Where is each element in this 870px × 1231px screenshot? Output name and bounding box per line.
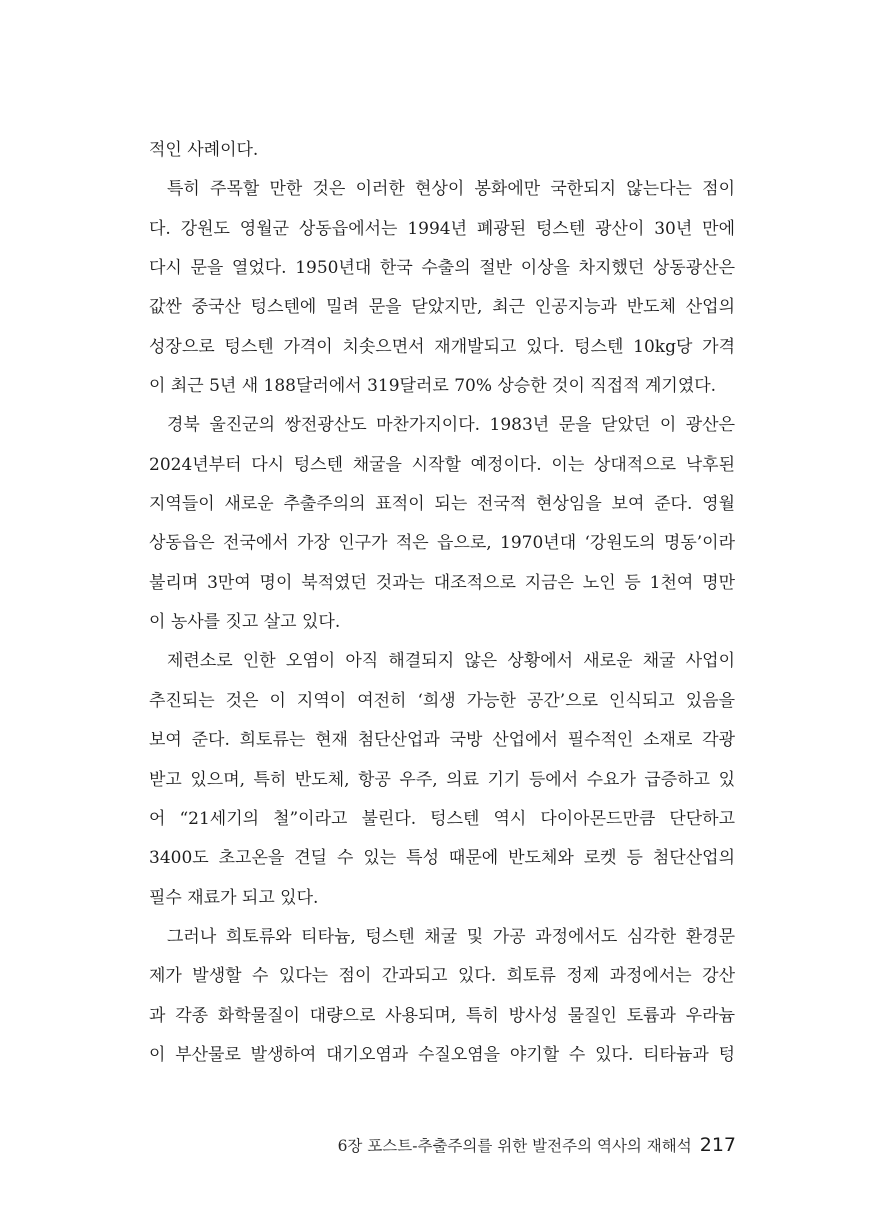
text-line: 2024년부터 다시 텅스텐 채굴을 시작할 예정이다. 이는 상대적으로 낙후된 bbox=[149, 454, 735, 475]
text-line: 다. 강원도 영월군 상동읍에서는 1994년 폐광된 텅스텐 광산이 30년 만에 bbox=[149, 218, 735, 239]
running-head: 6장 포스트-추출주의를 위한 발전주의 역사의 재해석 bbox=[337, 1137, 692, 1155]
text-line: 추진되는 것은 이 지역이 여전히 ‘희생 가능한 공간’으로 인식되고 있음을 bbox=[149, 690, 735, 711]
paragraph bbox=[149, 170, 735, 406]
text-line: 받고 있으며, 특히 반도체, 항공 우주, 의료 기기 등에서 수요가 급증하고 있 bbox=[149, 769, 735, 790]
text-line: 불리며 3만여 명이 북적였던 것과는 대조적으로 지금은 노인 등 1천여 명만 bbox=[149, 572, 735, 593]
text-line: 특히 주목할 만한 것은 이러한 현상이 봉화에만 국한되지 않는다는 점이 bbox=[167, 179, 735, 200]
text-line: 이 농사를 짓고 살고 있다. bbox=[149, 612, 341, 633]
text-line: 보여 준다. 희토류는 현재 첨단산업과 국방 산업에서 필수적인 소재로 각광 bbox=[149, 730, 735, 751]
text-line: 이 최근 5년 새 188달러에서 319달러로 70% 상승한 것이 직접적 계기였다. bbox=[149, 376, 717, 397]
paragraph bbox=[149, 918, 735, 1075]
text-line: 다시 문을 열었다. 1950년대 한국 수출의 절반 이상을 차지했던 상동광산은 bbox=[149, 258, 735, 279]
paragraph bbox=[149, 406, 735, 642]
text-line: 적인 사례이다. bbox=[149, 140, 259, 160]
text-line: 제련소로 인한 오염이 아직 해결되지 않은 상황에서 새로운 채굴 사업이 bbox=[167, 651, 735, 672]
text-line: 그러나 희토류와 티타늄, 텅스텐 채굴 및 가공 과정에서도 심각한 환경문 bbox=[167, 926, 735, 947]
text-line: 과 각종 화학물질이 대량으로 사용되며, 특히 방사성 물질인 토륨과 우라늄 bbox=[149, 1005, 735, 1026]
text-line: 제가 발생할 수 있다는 점이 간과되고 있다. 희토류 정제 과정에서는 강산 bbox=[149, 966, 735, 987]
text-line: 성장으로 텅스텐 가격이 치솟으면서 재개발되고 있다. 텅스텐 10kg당 가격 bbox=[149, 336, 735, 357]
text-line: 경북 울진군의 쌍전광산도 마찬가지이다. 1983년 문을 닫았던 이 광산은 bbox=[167, 415, 735, 436]
text-line: 값싼 중국산 텅스텐에 밀려 문을 닫았지만, 최근 인공지능과 반도체 산업의 bbox=[149, 297, 735, 318]
paragraph bbox=[149, 642, 735, 917]
text-line: 필수 재료가 되고 있다. bbox=[149, 887, 319, 908]
page-footer bbox=[338, 1134, 736, 1156]
page-number: 217 bbox=[699, 1134, 736, 1156]
text-line: 3400도 초고온을 견딜 수 있는 특성 때문에 반도체와 로켓 등 첨단산업의 bbox=[149, 848, 735, 869]
body-text bbox=[149, 131, 735, 1075]
text-line: 지역들이 새로운 추출주의의 표적이 되는 전국적 현상임을 보여 준다. 영월 bbox=[149, 494, 735, 515]
text-line: 상동읍은 전국에서 가장 인구가 적은 읍으로, 1970년대 ‘강원도의 명동’이라 bbox=[149, 533, 735, 554]
text-line: 이 부산물로 발생하여 대기오염과 수질오염을 야기할 수 있다. 티타늄과 텅 bbox=[149, 1044, 735, 1065]
paragraph bbox=[149, 131, 735, 170]
text-line: 어 “21세기의 철”이라고 불린다. 텅스텐 역시 다이아몬드만큼 단단하고 bbox=[149, 808, 735, 829]
